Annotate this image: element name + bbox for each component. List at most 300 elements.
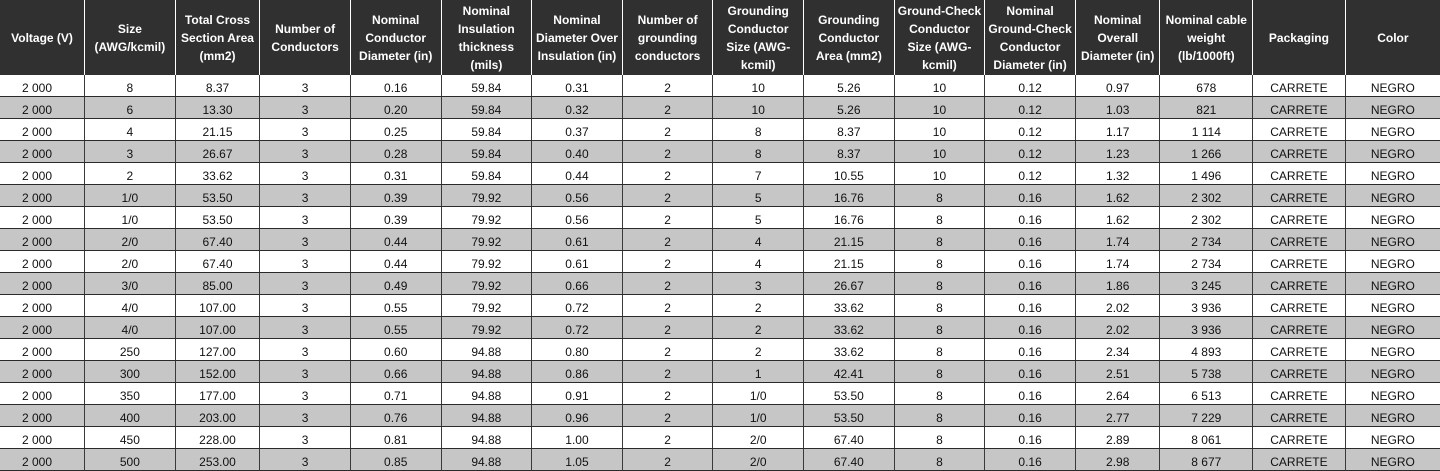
- cell-cable-weight: 6 513: [1160, 383, 1253, 405]
- cell-size: 6: [85, 97, 176, 119]
- cell-cross-section-area: 21.15: [175, 119, 260, 141]
- cell-packaging: CARRETE: [1253, 449, 1346, 471]
- cell-cross-section-area: 53.50: [175, 207, 260, 229]
- cell-grounding-conductors: 2: [622, 185, 713, 207]
- cell-color: NEGRO: [1345, 361, 1440, 383]
- cell-cable-weight: 1 114: [1160, 119, 1253, 141]
- cell-grounding-conductors: 2: [622, 427, 713, 449]
- cell-size: 450: [85, 427, 176, 449]
- cell-ground-check-size: 10: [894, 119, 985, 141]
- cell-cross-section-area: 107.00: [175, 295, 260, 317]
- cell-grounding-conductor-size: 4: [713, 229, 804, 251]
- cell-diameter-over-insulation: 0.61: [532, 251, 623, 273]
- cell-number-of-conductors: 3: [260, 185, 351, 207]
- cell-overall-diameter: 1.03: [1075, 97, 1160, 119]
- cell-diameter-over-insulation: 0.80: [532, 339, 623, 361]
- cell-grounding-conductor-size: 2/0: [713, 427, 804, 449]
- cell-conductor-diameter: 0.71: [350, 383, 441, 405]
- table-row: [0, 449, 1440, 471]
- cell-grounding-conductor-area: 67.40: [804, 427, 895, 449]
- cell-voltage: 2 000: [0, 229, 85, 251]
- cell-diameter-over-insulation: 0.31: [532, 75, 623, 97]
- cell-ground-check-diameter: 0.16: [985, 207, 1076, 229]
- table-row: [0, 317, 1440, 339]
- cell-grounding-conductors: 2: [622, 383, 713, 405]
- cell-size: 3/0: [85, 273, 176, 295]
- cell-ground-check-size: 10: [894, 141, 985, 163]
- cell-cross-section-area: 8.37: [175, 75, 260, 97]
- cell-ground-check-diameter: 0.12: [985, 141, 1076, 163]
- cell-grounding-conductor-size: 1/0: [713, 383, 804, 405]
- cell-size: 300: [85, 361, 176, 383]
- cell-diameter-over-insulation: 0.72: [532, 317, 623, 339]
- cell-number-of-conductors: 3: [260, 163, 351, 185]
- cell-grounding-conductors: 2: [622, 75, 713, 97]
- cell-grounding-conductors: 2: [622, 141, 713, 163]
- header-row: [0, 0, 1440, 75]
- cell-color: NEGRO: [1345, 449, 1440, 471]
- cell-cable-weight: 2 302: [1160, 185, 1253, 207]
- cell-color: NEGRO: [1345, 207, 1440, 229]
- cell-grounding-conductor-size: 10: [713, 97, 804, 119]
- cell-grounding-conductor-size: 4: [713, 251, 804, 273]
- cell-insulation-thickness: 94.88: [441, 427, 532, 449]
- cell-ground-check-diameter: 0.16: [985, 361, 1076, 383]
- cell-number-of-conductors: 3: [260, 119, 351, 141]
- cell-grounding-conductors: 2: [622, 119, 713, 141]
- col-header-color: Color: [1345, 0, 1440, 75]
- cell-grounding-conductors: 2: [622, 449, 713, 471]
- cell-overall-diameter: 2.51: [1075, 361, 1160, 383]
- cell-diameter-over-insulation: 0.56: [532, 207, 623, 229]
- cell-packaging: CARRETE: [1253, 207, 1346, 229]
- cell-size: 8: [85, 75, 176, 97]
- cell-diameter-over-insulation: 1.05: [532, 449, 623, 471]
- cell-voltage: 2 000: [0, 273, 85, 295]
- cell-packaging: CARRETE: [1253, 229, 1346, 251]
- cell-size: 350: [85, 383, 176, 405]
- table-header: [0, 0, 1440, 75]
- cell-ground-check-diameter: 0.16: [985, 317, 1076, 339]
- cell-grounding-conductors: 2: [622, 229, 713, 251]
- cell-voltage: 2 000: [0, 427, 85, 449]
- table-row: [0, 97, 1440, 119]
- cell-number-of-conductors: 3: [260, 75, 351, 97]
- cell-grounding-conductor-size: 5: [713, 185, 804, 207]
- cell-overall-diameter: 1.32: [1075, 163, 1160, 185]
- cell-ground-check-size: 10: [894, 163, 985, 185]
- cell-insulation-thickness: 79.92: [441, 295, 532, 317]
- cell-grounding-conductors: 2: [622, 317, 713, 339]
- cell-voltage: 2 000: [0, 119, 85, 141]
- table-row: [0, 185, 1440, 207]
- cell-grounding-conductors: 2: [622, 405, 713, 427]
- table-row: [0, 163, 1440, 185]
- cell-insulation-thickness: 79.92: [441, 317, 532, 339]
- cell-color: NEGRO: [1345, 383, 1440, 405]
- cell-number-of-conductors: 3: [260, 251, 351, 273]
- cell-cable-weight: 1 266: [1160, 141, 1253, 163]
- cell-diameter-over-insulation: 0.40: [532, 141, 623, 163]
- cell-conductor-diameter: 0.55: [350, 295, 441, 317]
- cell-grounding-conductor-size: 7: [713, 163, 804, 185]
- cell-conductor-diameter: 0.85: [350, 449, 441, 471]
- cell-packaging: CARRETE: [1253, 383, 1346, 405]
- cell-overall-diameter: 2.02: [1075, 295, 1160, 317]
- cell-overall-diameter: 1.17: [1075, 119, 1160, 141]
- cell-overall-diameter: 1.23: [1075, 141, 1160, 163]
- cell-grounding-conductors: 2: [622, 295, 713, 317]
- cell-overall-diameter: 1.62: [1075, 185, 1160, 207]
- cell-grounding-conductor-area: 53.50: [804, 383, 895, 405]
- table-row: [0, 273, 1440, 295]
- table-row: [0, 295, 1440, 317]
- col-header-conductor-diameter: Nominal Conductor Diameter (in): [350, 0, 441, 75]
- cell-color: NEGRO: [1345, 119, 1440, 141]
- cell-cable-weight: 2 302: [1160, 207, 1253, 229]
- cell-insulation-thickness: 79.92: [441, 273, 532, 295]
- cell-grounding-conductors: 2: [622, 163, 713, 185]
- cell-cross-section-area: 107.00: [175, 317, 260, 339]
- cell-grounding-conductor-size: 5: [713, 207, 804, 229]
- cell-ground-check-diameter: 0.12: [985, 97, 1076, 119]
- cell-ground-check-diameter: 0.12: [985, 119, 1076, 141]
- cell-ground-check-size: 8: [894, 339, 985, 361]
- cell-packaging: CARRETE: [1253, 427, 1346, 449]
- cell-ground-check-diameter: 0.16: [985, 229, 1076, 251]
- cell-size: 400: [85, 405, 176, 427]
- cell-number-of-conductors: 3: [260, 207, 351, 229]
- cell-diameter-over-insulation: 0.37: [532, 119, 623, 141]
- col-header-diameter-over-insulation: Nominal Diameter Over Insulation (in): [532, 0, 623, 75]
- col-header-voltage: Voltage (V): [0, 0, 85, 75]
- cell-grounding-conductor-size: 8: [713, 119, 804, 141]
- cell-packaging: CARRETE: [1253, 295, 1346, 317]
- cell-conductor-diameter: 0.55: [350, 317, 441, 339]
- cell-color: NEGRO: [1345, 295, 1440, 317]
- cell-conductor-diameter: 0.76: [350, 405, 441, 427]
- cell-diameter-over-insulation: 0.61: [532, 229, 623, 251]
- cell-insulation-thickness: 94.88: [441, 449, 532, 471]
- cell-grounding-conductor-area: 16.76: [804, 207, 895, 229]
- table-body: [0, 75, 1440, 471]
- cell-packaging: CARRETE: [1253, 75, 1346, 97]
- cell-cross-section-area: 127.00: [175, 339, 260, 361]
- cell-color: NEGRO: [1345, 339, 1440, 361]
- cell-color: NEGRO: [1345, 141, 1440, 163]
- cell-grounding-conductor-area: 8.37: [804, 141, 895, 163]
- cell-conductor-diameter: 0.81: [350, 427, 441, 449]
- table-row: [0, 207, 1440, 229]
- cell-number-of-conductors: 3: [260, 229, 351, 251]
- cell-packaging: CARRETE: [1253, 273, 1346, 295]
- cell-size: 4/0: [85, 295, 176, 317]
- cell-insulation-thickness: 79.92: [441, 207, 532, 229]
- cell-number-of-conductors: 3: [260, 273, 351, 295]
- cell-grounding-conductor-size: 2: [713, 339, 804, 361]
- cell-cross-section-area: 203.00: [175, 405, 260, 427]
- cell-cross-section-area: 85.00: [175, 273, 260, 295]
- cell-conductor-diameter: 0.31: [350, 163, 441, 185]
- cell-number-of-conductors: 3: [260, 427, 351, 449]
- cell-voltage: 2 000: [0, 97, 85, 119]
- col-header-overall-diameter: Nominal Overall Diameter (in): [1075, 0, 1160, 75]
- cell-ground-check-diameter: 0.16: [985, 339, 1076, 361]
- cell-ground-check-diameter: 0.16: [985, 383, 1076, 405]
- cell-grounding-conductor-size: 2: [713, 295, 804, 317]
- cell-insulation-thickness: 94.88: [441, 405, 532, 427]
- cell-grounding-conductor-area: 67.40: [804, 449, 895, 471]
- cell-cable-weight: 8 061: [1160, 427, 1253, 449]
- cell-color: NEGRO: [1345, 185, 1440, 207]
- cell-number-of-conductors: 3: [260, 97, 351, 119]
- cell-overall-diameter: 2.34: [1075, 339, 1160, 361]
- cell-cross-section-area: 228.00: [175, 427, 260, 449]
- cell-grounding-conductor-size: 10: [713, 75, 804, 97]
- cell-cross-section-area: 253.00: [175, 449, 260, 471]
- cell-conductor-diameter: 0.66: [350, 361, 441, 383]
- col-header-ground-check-diameter: Nominal Ground-Check Conductor Diameter (in): [985, 0, 1076, 75]
- cell-grounding-conductors: 2: [622, 251, 713, 273]
- cell-voltage: 2 000: [0, 185, 85, 207]
- cell-grounding-conductor-area: 26.67: [804, 273, 895, 295]
- cell-voltage: 2 000: [0, 339, 85, 361]
- cell-cable-weight: 3 936: [1160, 295, 1253, 317]
- cell-size: 1/0: [85, 207, 176, 229]
- col-header-number-of-conductors: Number of Conductors: [260, 0, 351, 75]
- cell-diameter-over-insulation: 0.96: [532, 405, 623, 427]
- cell-voltage: 2 000: [0, 383, 85, 405]
- cell-insulation-thickness: 59.84: [441, 97, 532, 119]
- cell-packaging: CARRETE: [1253, 97, 1346, 119]
- cell-diameter-over-insulation: 0.72: [532, 295, 623, 317]
- table-row: [0, 251, 1440, 273]
- cell-grounding-conductor-area: 33.62: [804, 295, 895, 317]
- cell-overall-diameter: 1.74: [1075, 251, 1160, 273]
- cell-cross-section-area: 53.50: [175, 185, 260, 207]
- cell-insulation-thickness: 79.92: [441, 251, 532, 273]
- table-row: [0, 405, 1440, 427]
- cell-packaging: CARRETE: [1253, 361, 1346, 383]
- cell-grounding-conductors: 2: [622, 339, 713, 361]
- cell-insulation-thickness: 79.92: [441, 229, 532, 251]
- cell-number-of-conductors: 3: [260, 141, 351, 163]
- cell-diameter-over-insulation: 0.86: [532, 361, 623, 383]
- cell-color: NEGRO: [1345, 427, 1440, 449]
- cell-insulation-thickness: 94.88: [441, 383, 532, 405]
- cell-grounding-conductor-area: 21.15: [804, 251, 895, 273]
- cell-insulation-thickness: 59.84: [441, 141, 532, 163]
- cell-conductor-diameter: 0.44: [350, 251, 441, 273]
- cell-conductor-diameter: 0.39: [350, 185, 441, 207]
- cell-voltage: 2 000: [0, 317, 85, 339]
- cell-grounding-conductor-area: 33.62: [804, 339, 895, 361]
- cell-ground-check-size: 10: [894, 75, 985, 97]
- cell-ground-check-size: 8: [894, 405, 985, 427]
- cell-grounding-conductors: 2: [622, 207, 713, 229]
- cell-grounding-conductor-area: 10.55: [804, 163, 895, 185]
- cell-packaging: CARRETE: [1253, 119, 1346, 141]
- cell-number-of-conductors: 3: [260, 383, 351, 405]
- cell-number-of-conductors: 3: [260, 295, 351, 317]
- cell-cable-weight: 7 229: [1160, 405, 1253, 427]
- table-row: [0, 427, 1440, 449]
- cell-overall-diameter: 1.86: [1075, 273, 1160, 295]
- cell-packaging: CARRETE: [1253, 339, 1346, 361]
- cell-color: NEGRO: [1345, 97, 1440, 119]
- cell-size: 4: [85, 119, 176, 141]
- col-header-insulation-thickness: Nominal Insulation thickness (mils): [441, 0, 532, 75]
- cell-ground-check-size: 8: [894, 383, 985, 405]
- cell-size: 2/0: [85, 251, 176, 273]
- cell-size: 2: [85, 163, 176, 185]
- cell-ground-check-diameter: 0.12: [985, 163, 1076, 185]
- cell-conductor-diameter: 0.49: [350, 273, 441, 295]
- cell-conductor-diameter: 0.60: [350, 339, 441, 361]
- col-header-grounding-conductor-area: Grounding Conductor Area (mm2): [804, 0, 895, 75]
- cell-insulation-thickness: 59.84: [441, 163, 532, 185]
- cell-voltage: 2 000: [0, 251, 85, 273]
- cell-insulation-thickness: 94.88: [441, 361, 532, 383]
- cell-grounding-conductor-size: 2: [713, 317, 804, 339]
- cell-ground-check-size: 8: [894, 207, 985, 229]
- cell-conductor-diameter: 0.25: [350, 119, 441, 141]
- cell-voltage: 2 000: [0, 295, 85, 317]
- cell-ground-check-size: 8: [894, 185, 985, 207]
- cell-color: NEGRO: [1345, 273, 1440, 295]
- cell-overall-diameter: 1.62: [1075, 207, 1160, 229]
- cell-color: NEGRO: [1345, 229, 1440, 251]
- cell-ground-check-diameter: 0.16: [985, 405, 1076, 427]
- cell-cross-section-area: 152.00: [175, 361, 260, 383]
- cell-ground-check-size: 10: [894, 97, 985, 119]
- cell-packaging: CARRETE: [1253, 185, 1346, 207]
- cell-conductor-diameter: 0.28: [350, 141, 441, 163]
- cell-ground-check-diameter: 0.16: [985, 449, 1076, 471]
- table-row: [0, 119, 1440, 141]
- cell-voltage: 2 000: [0, 405, 85, 427]
- cell-cable-weight: 678: [1160, 75, 1253, 97]
- cell-grounding-conductor-size: 1/0: [713, 405, 804, 427]
- cell-overall-diameter: 2.64: [1075, 383, 1160, 405]
- cell-ground-check-diameter: 0.16: [985, 273, 1076, 295]
- cell-diameter-over-insulation: 0.32: [532, 97, 623, 119]
- cell-color: NEGRO: [1345, 405, 1440, 427]
- cell-cable-weight: 8 677: [1160, 449, 1253, 471]
- cell-voltage: 2 000: [0, 141, 85, 163]
- cell-number-of-conductors: 3: [260, 361, 351, 383]
- cell-ground-check-size: 8: [894, 317, 985, 339]
- cell-ground-check-diameter: 0.16: [985, 427, 1076, 449]
- cell-cable-weight: 3 245: [1160, 273, 1253, 295]
- cell-diameter-over-insulation: 0.56: [532, 185, 623, 207]
- cell-diameter-over-insulation: 0.91: [532, 383, 623, 405]
- cell-size: 500: [85, 449, 176, 471]
- cell-number-of-conductors: 3: [260, 449, 351, 471]
- cell-size: 2/0: [85, 229, 176, 251]
- cell-grounding-conductors: 2: [622, 361, 713, 383]
- cell-cross-section-area: 26.67: [175, 141, 260, 163]
- cell-grounding-conductor-size: 1: [713, 361, 804, 383]
- cell-packaging: CARRETE: [1253, 141, 1346, 163]
- cell-ground-check-size: 8: [894, 295, 985, 317]
- cell-cross-section-area: 67.40: [175, 251, 260, 273]
- cell-voltage: 2 000: [0, 207, 85, 229]
- col-header-size: Size (AWG/kcmil): [85, 0, 176, 75]
- col-header-grounding-conductors: Number of grounding conductors: [622, 0, 713, 75]
- cell-conductor-diameter: 0.20: [350, 97, 441, 119]
- cell-grounding-conductors: 2: [622, 273, 713, 295]
- cell-insulation-thickness: 94.88: [441, 339, 532, 361]
- cell-ground-check-size: 8: [894, 273, 985, 295]
- cell-ground-check-size: 8: [894, 449, 985, 471]
- cell-number-of-conductors: 3: [260, 339, 351, 361]
- cell-grounding-conductor-area: 21.15: [804, 229, 895, 251]
- cell-grounding-conductor-size: 3: [713, 273, 804, 295]
- cell-cable-weight: 821: [1160, 97, 1253, 119]
- cell-overall-diameter: 2.98: [1075, 449, 1160, 471]
- cell-diameter-over-insulation: 0.66: [532, 273, 623, 295]
- table-row: [0, 361, 1440, 383]
- table-row: [0, 383, 1440, 405]
- cell-ground-check-size: 8: [894, 427, 985, 449]
- cell-ground-check-size: 8: [894, 251, 985, 273]
- cell-color: NEGRO: [1345, 317, 1440, 339]
- table-row: [0, 75, 1440, 97]
- cell-cable-weight: 4 893: [1160, 339, 1253, 361]
- col-header-cable-weight: Nominal cable weight (lb/1000ft): [1160, 0, 1253, 75]
- cell-color: NEGRO: [1345, 75, 1440, 97]
- cell-packaging: CARRETE: [1253, 317, 1346, 339]
- cell-ground-check-diameter: 0.12: [985, 75, 1076, 97]
- cell-cable-weight: 1 496: [1160, 163, 1253, 185]
- cell-number-of-conductors: 3: [260, 405, 351, 427]
- cell-packaging: CARRETE: [1253, 405, 1346, 427]
- cell-color: NEGRO: [1345, 163, 1440, 185]
- col-header-ground-check-size: Ground-Check Conductor Size (AWG-kcmil): [894, 0, 985, 75]
- cell-size: 1/0: [85, 185, 176, 207]
- cell-voltage: 2 000: [0, 361, 85, 383]
- cell-grounding-conductor-size: 2/0: [713, 449, 804, 471]
- cell-size: 250: [85, 339, 176, 361]
- cell-grounding-conductor-area: 5.26: [804, 97, 895, 119]
- col-header-grounding-conductor-size: Grounding Conductor Size (AWG-kcmil): [713, 0, 804, 75]
- cell-cable-weight: 2 734: [1160, 229, 1253, 251]
- cell-insulation-thickness: 59.84: [441, 75, 532, 97]
- cell-grounding-conductor-size: 8: [713, 141, 804, 163]
- cell-voltage: 2 000: [0, 449, 85, 471]
- cell-grounding-conductor-area: 16.76: [804, 185, 895, 207]
- cell-grounding-conductors: 2: [622, 97, 713, 119]
- cell-grounding-conductor-area: 8.37: [804, 119, 895, 141]
- cell-cross-section-area: 67.40: [175, 229, 260, 251]
- cell-grounding-conductor-area: 33.62: [804, 317, 895, 339]
- cell-cable-weight: 3 936: [1160, 317, 1253, 339]
- cell-overall-diameter: 2.89: [1075, 427, 1160, 449]
- cell-overall-diameter: 0.97: [1075, 75, 1160, 97]
- cell-insulation-thickness: 59.84: [441, 119, 532, 141]
- cell-size: 3: [85, 141, 176, 163]
- cell-number-of-conductors: 3: [260, 317, 351, 339]
- cell-conductor-diameter: 0.16: [350, 75, 441, 97]
- cell-cable-weight: 5 738: [1160, 361, 1253, 383]
- table-row: [0, 339, 1440, 361]
- cell-packaging: CARRETE: [1253, 163, 1346, 185]
- cell-overall-diameter: 1.74: [1075, 229, 1160, 251]
- cell-packaging: CARRETE: [1253, 251, 1346, 273]
- cell-ground-check-size: 8: [894, 229, 985, 251]
- cell-size: 4/0: [85, 317, 176, 339]
